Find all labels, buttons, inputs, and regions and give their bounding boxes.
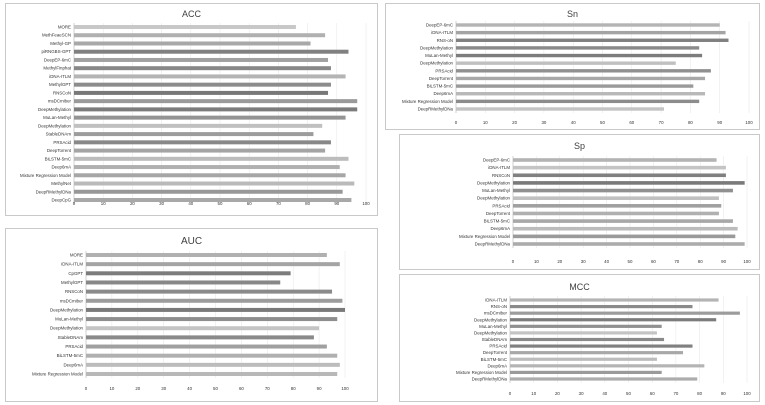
- category-label: DeepMethylation: [477, 180, 510, 186]
- bar: [456, 84, 693, 87]
- category-label: DeepMethylation: [474, 317, 507, 323]
- x-tick-label: 30: [580, 259, 586, 264]
- bar: [456, 31, 726, 34]
- category-label: MuLan-Methyl: [425, 53, 453, 59]
- x-tick-label: 80: [290, 386, 296, 391]
- bar: [74, 165, 340, 169]
- x-tick-label: 70: [275, 201, 281, 206]
- sp-chart-panel: [399, 134, 760, 270]
- category-label: Deep6mA: [63, 362, 83, 368]
- chart-title: AUC: [180, 236, 203, 247]
- bar: [74, 50, 348, 54]
- chart-title: MCC: [569, 282, 590, 292]
- bar: [510, 312, 740, 315]
- category-label: RNSCoN: [491, 172, 510, 178]
- category-label: DeepRMethylDNa: [474, 241, 510, 247]
- bar: [74, 116, 346, 120]
- bar: [74, 190, 343, 194]
- category-label: BiLSTM-5mC: [56, 353, 83, 359]
- bar: [86, 326, 319, 330]
- category-label: DeepEP-6mC: [43, 57, 71, 63]
- bar: [510, 298, 719, 301]
- bar: [86, 290, 332, 294]
- x-tick-label: 60: [649, 391, 655, 396]
- x-tick-label: 30: [541, 120, 547, 125]
- bar: [456, 69, 711, 72]
- bar: [513, 204, 721, 208]
- category-label: BiLSTM-5mC: [483, 218, 510, 224]
- x-tick-label: 10: [109, 386, 115, 391]
- x-tick-label: 100: [362, 201, 370, 206]
- category-label: BiLSTM-5mC: [44, 156, 71, 162]
- bar: [86, 354, 337, 358]
- category-label: Mixture Regression Model: [455, 369, 507, 375]
- category-label: Mixture Regression Model: [31, 371, 83, 377]
- bar: [510, 338, 664, 341]
- bar: [74, 41, 311, 45]
- auc-chart-svg: [6, 229, 377, 401]
- category-label: Deep6mA: [433, 91, 453, 97]
- category-label: DeepRMethylDNa: [35, 189, 71, 195]
- category-label: iDNA-ITLM: [61, 261, 83, 267]
- x-tick-label: 90: [316, 386, 322, 391]
- bar: [86, 335, 314, 339]
- x-tick-label: 20: [554, 391, 560, 396]
- bar: [74, 107, 357, 111]
- bar: [510, 305, 692, 308]
- x-tick-label: 60: [246, 201, 252, 206]
- category-label: DeepMethylation: [477, 195, 510, 201]
- bar: [510, 344, 692, 347]
- bar: [510, 377, 697, 380]
- x-tick-label: 100: [743, 391, 751, 396]
- bar: [510, 364, 704, 367]
- category-label: MethylNet: [51, 181, 71, 187]
- bar: [86, 363, 340, 367]
- category-label: iDNA-ITLM: [485, 297, 507, 303]
- x-tick-label: 0: [84, 386, 88, 391]
- bar: [510, 318, 716, 321]
- acc-chart-panel: [5, 3, 378, 216]
- category-label: StableDNAm: [481, 337, 507, 342]
- x-tick-label: 40: [188, 201, 194, 206]
- bar: [510, 358, 657, 361]
- category-label: DeepMethylation: [38, 123, 71, 129]
- category-label: DeepEP-6mC: [425, 22, 453, 28]
- category-label: DeepEP-6mC: [482, 157, 510, 163]
- bar: [456, 100, 699, 103]
- category-label: MuLan-Methyl: [479, 323, 507, 329]
- category-label: msDCmiber: [483, 310, 507, 316]
- x-tick-label: 20: [557, 259, 563, 264]
- x-tick-label: 70: [658, 120, 664, 125]
- bar: [510, 325, 662, 328]
- bar: [86, 345, 327, 349]
- bar: [513, 219, 733, 223]
- x-tick-label: 100: [743, 259, 751, 264]
- category-label: msDCmiber: [47, 98, 71, 104]
- category-label: DeepMethylation: [420, 45, 453, 51]
- bar: [513, 173, 726, 177]
- bar: [74, 25, 296, 29]
- mcc-chart-svg: [400, 275, 759, 401]
- x-tick-label: 40: [187, 386, 193, 391]
- category-label: DeepMethylation: [38, 106, 71, 112]
- x-tick-label: 0: [511, 259, 515, 264]
- category-label: Mixture Regression Model: [458, 233, 510, 239]
- bar: [86, 299, 342, 303]
- bar: [513, 158, 717, 162]
- category-label: MethylGPT: [49, 82, 71, 88]
- bar: [74, 124, 322, 128]
- sn-chart-panel: [385, 3, 760, 130]
- bar: [74, 58, 328, 62]
- bar: [513, 181, 745, 185]
- sp-chart-svg: [400, 135, 759, 269]
- x-tick-label: 20: [135, 386, 141, 391]
- x-tick-label: 60: [629, 120, 635, 125]
- category-label: Mixture Regression Model: [19, 172, 71, 178]
- auc-chart-panel: [5, 228, 378, 402]
- x-tick-label: 70: [673, 391, 679, 396]
- category-label: MethylFinphat: [43, 65, 71, 71]
- category-label: DeepMethylation: [50, 325, 83, 331]
- category-label: DeepMethylation: [420, 60, 453, 66]
- category-label: Deep6mA: [490, 226, 510, 232]
- x-tick-label: 70: [674, 259, 680, 264]
- bar: [86, 262, 340, 266]
- chart-title: Sn: [566, 9, 578, 19]
- category-label: MuLan-Methyl: [55, 316, 83, 322]
- bar: [74, 99, 357, 103]
- bar: [456, 92, 705, 95]
- x-tick-label: 60: [238, 386, 244, 391]
- category-label: msDCmiber: [59, 298, 83, 304]
- chart-title: ACC: [181, 9, 201, 19]
- bar: [456, 39, 728, 42]
- bar: [510, 371, 662, 374]
- category-label: piRNGBS-GPT: [41, 49, 71, 55]
- category-label: DeepMethylation: [50, 307, 83, 313]
- category-label: MORE: [57, 24, 71, 30]
- x-tick-label: 10: [482, 120, 488, 125]
- category-label: DeepTorrent: [428, 75, 453, 81]
- category-label: DeepRMethylDNa: [471, 376, 507, 382]
- x-tick-label: 0: [72, 201, 76, 206]
- category-label: RNS-oN: [490, 304, 507, 310]
- category-label: MethylGPT: [61, 279, 83, 285]
- x-tick-label: 10: [531, 391, 537, 396]
- x-tick-label: 10: [533, 259, 539, 264]
- x-tick-label: 50: [217, 201, 223, 206]
- x-tick-label: 0: [508, 391, 512, 396]
- category-label: PRSAcid: [492, 203, 510, 209]
- mcc-chart-panel: [399, 274, 760, 402]
- category-label: DeepMethylation: [474, 330, 507, 336]
- x-tick-label: 50: [213, 386, 218, 391]
- x-tick-label: 100: [341, 386, 349, 391]
- bar: [513, 235, 735, 239]
- category-label: PRSAcid: [65, 344, 83, 350]
- category-label: Mixture Regression Model: [401, 98, 453, 104]
- x-tick-label: 90: [720, 391, 726, 396]
- bar: [86, 253, 327, 257]
- x-tick-label: 30: [161, 386, 167, 391]
- category-label: Deep6mA: [51, 164, 71, 170]
- x-tick-label: 90: [717, 120, 723, 125]
- bar: [74, 91, 328, 95]
- x-tick-label: 50: [626, 391, 631, 396]
- bar: [86, 271, 291, 275]
- bar: [74, 140, 331, 144]
- x-tick-label: 50: [627, 259, 633, 264]
- bar: [456, 46, 699, 49]
- bar: [513, 242, 745, 246]
- category-label: PRSAcid: [435, 68, 453, 74]
- bar: [510, 331, 657, 334]
- acc-chart-svg: [6, 4, 377, 215]
- x-tick-label: 80: [687, 120, 693, 125]
- category-label: PRSAcid: [53, 139, 71, 145]
- bar: [513, 227, 738, 231]
- x-tick-label: 80: [305, 201, 311, 206]
- sn-chart-svg: [386, 4, 759, 129]
- chart-title: Sp: [573, 141, 585, 151]
- x-tick-label: 20: [129, 201, 135, 206]
- bar: [510, 351, 683, 354]
- bar: [513, 196, 719, 200]
- bar: [74, 33, 325, 37]
- x-tick-label: 100: [745, 120, 753, 125]
- category-label: MORE: [69, 252, 83, 258]
- bar: [74, 182, 354, 186]
- category-label: StableDNAm: [45, 131, 71, 137]
- x-tick-label: 50: [600, 120, 605, 125]
- category-label: Deep6mA: [487, 363, 507, 369]
- category-label: DeepCpG: [51, 197, 71, 203]
- x-tick-label: 30: [578, 391, 584, 396]
- bar: [74, 157, 348, 161]
- category-label: iDNA-ITLM: [49, 73, 71, 79]
- category-label: RNS-oN: [436, 37, 453, 43]
- x-tick-label: 40: [570, 120, 576, 125]
- category-label: MuLan-Methyl: [482, 188, 510, 194]
- bar: [456, 23, 720, 26]
- category-label: MuLan-Methyl: [43, 115, 71, 121]
- category-label: DeepTorrent: [46, 148, 71, 154]
- x-tick-label: 80: [697, 259, 703, 264]
- x-tick-label: 30: [159, 201, 165, 206]
- category-label: PRSAcid: [489, 343, 507, 349]
- x-tick-label: 0: [454, 120, 458, 125]
- bar: [74, 83, 331, 87]
- bar: [456, 77, 705, 80]
- x-tick-label: 60: [650, 259, 656, 264]
- bar: [86, 308, 345, 312]
- x-tick-label: 10: [100, 201, 106, 206]
- category-label: DeepTorrent: [485, 210, 510, 216]
- category-label: CpGPT: [68, 270, 83, 276]
- bar: [513, 189, 733, 193]
- category-label: Methyl-GP: [50, 40, 71, 46]
- bar: [456, 107, 664, 110]
- bar: [74, 132, 313, 136]
- x-tick-label: 80: [697, 391, 703, 396]
- category-label: iDNA-ITLM: [431, 30, 453, 36]
- bar: [86, 280, 280, 284]
- category-label: DeepTorrent: [482, 350, 507, 356]
- x-tick-label: 20: [512, 120, 518, 125]
- bar: [74, 173, 346, 177]
- category-label: StableDNAm: [57, 334, 83, 340]
- x-tick-label: 90: [334, 201, 340, 206]
- x-tick-label: 90: [721, 259, 727, 264]
- bar: [456, 54, 702, 57]
- category-label: DeepRMethylDNa: [417, 106, 453, 112]
- bar: [74, 66, 331, 70]
- bar: [86, 372, 337, 376]
- bar: [74, 74, 346, 78]
- bar: [513, 212, 719, 216]
- category-label: BiLSTM-5mC: [480, 356, 507, 362]
- x-tick-label: 40: [604, 259, 610, 264]
- category-label: MethFeaeSCN: [41, 32, 71, 38]
- category-label: RNSCoN: [64, 289, 83, 295]
- category-label: BiLSTM-5mC: [426, 83, 453, 89]
- x-tick-label: 70: [264, 386, 270, 391]
- category-label: iDNA-ITLM: [488, 165, 510, 171]
- category-label: RNSCoN: [52, 90, 71, 96]
- bar: [456, 61, 676, 64]
- x-tick-label: 40: [602, 391, 608, 396]
- bar: [86, 317, 337, 321]
- bar: [513, 166, 726, 170]
- bar: [74, 149, 325, 153]
